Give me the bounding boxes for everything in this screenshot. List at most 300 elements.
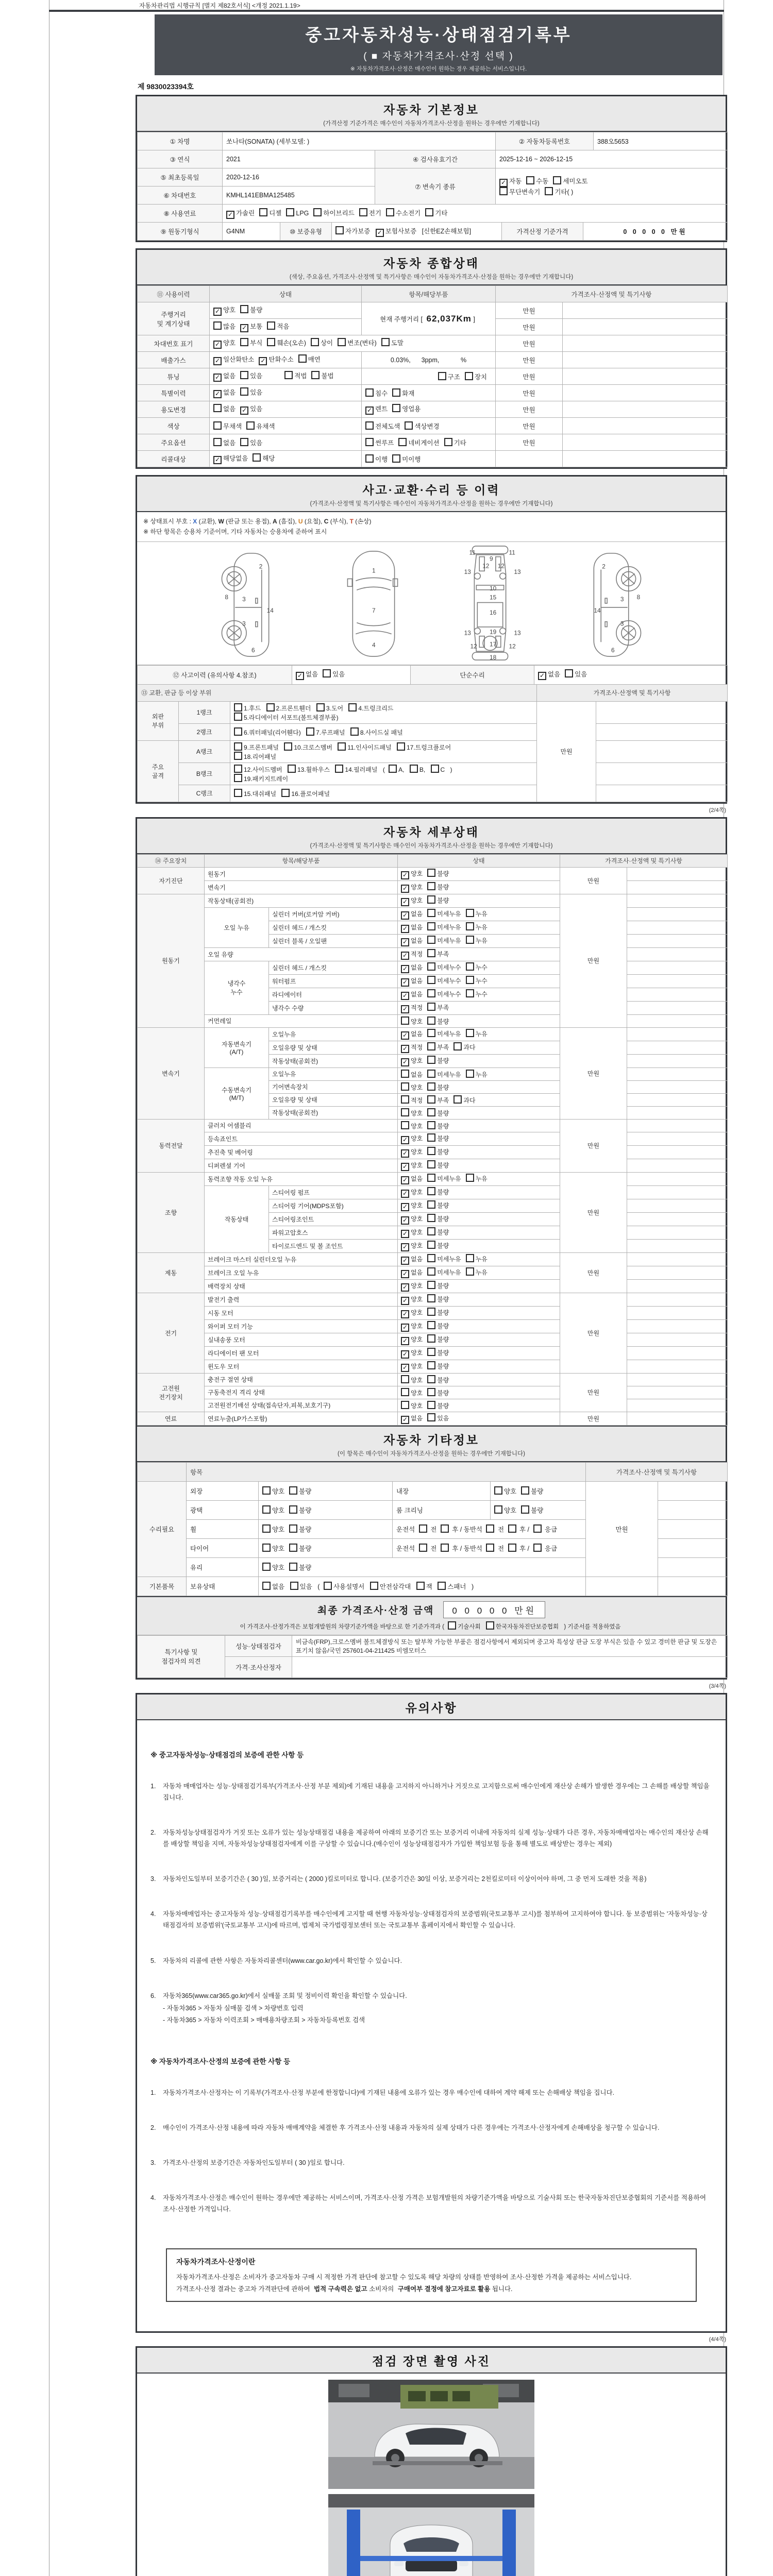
option[interactable]: ✓ 양호: [401, 1229, 423, 1236]
option[interactable]: 썬루프: [365, 439, 394, 447]
option[interactable]: ✓ 양호: [401, 1323, 423, 1330]
option[interactable]: 불법: [311, 372, 333, 380]
checkbox[interactable]: [419, 1544, 427, 1552]
option[interactable]: 과다: [453, 1097, 475, 1104]
checkbox[interactable]: [427, 1375, 435, 1383]
checkbox[interactable]: ✓: [401, 1310, 409, 1318]
option[interactable]: 불량: [427, 1018, 449, 1025]
option[interactable]: 잭: [416, 1583, 432, 1590]
option[interactable]: ✓ 양호: [401, 1189, 423, 1196]
option[interactable]: 불량: [427, 1148, 449, 1156]
checkbox[interactable]: [438, 1582, 446, 1590]
checkbox[interactable]: [365, 421, 374, 430]
checkbox[interactable]: ✓: [376, 229, 384, 237]
option[interactable]: 부족: [427, 1044, 449, 1051]
checkbox[interactable]: [427, 1070, 435, 1078]
checkbox[interactable]: ✓: [401, 1230, 409, 1238]
option[interactable]: 미세누유: [427, 937, 461, 944]
checkbox[interactable]: [438, 372, 446, 380]
option[interactable]: 양호: [401, 1389, 423, 1397]
checkbox[interactable]: [427, 895, 435, 904]
option[interactable]: 12.사이드멤버: [234, 766, 282, 773]
option[interactable]: 안전삼각대: [370, 1583, 411, 1590]
option[interactable]: 불량: [427, 1189, 449, 1196]
checkbox[interactable]: [267, 321, 275, 330]
option[interactable]: 양호: [494, 1488, 516, 1495]
checkbox[interactable]: [262, 1505, 271, 1514]
option[interactable]: ✓ 없음: [213, 389, 236, 396]
checkbox[interactable]: [234, 742, 242, 751]
option[interactable]: ✓ 보통: [240, 323, 262, 330]
option[interactable]: 불량: [427, 1229, 449, 1236]
option[interactable]: 불량: [289, 1526, 311, 1533]
checkbox[interactable]: [316, 703, 325, 711]
option[interactable]: 양호: [401, 1123, 423, 1130]
option[interactable]: 사용설명서: [324, 1583, 364, 1590]
checkbox[interactable]: [427, 1200, 435, 1209]
checkbox[interactable]: [267, 338, 275, 346]
option[interactable]: 불량: [427, 1282, 449, 1290]
checkbox[interactable]: ✓: [401, 1149, 409, 1158]
option[interactable]: 있음: [240, 439, 262, 447]
option[interactable]: 불량: [289, 1545, 311, 1552]
option[interactable]: 양호: [262, 1526, 284, 1533]
checkbox[interactable]: [427, 962, 435, 971]
checkbox[interactable]: [427, 1082, 435, 1091]
checkbox[interactable]: [427, 1147, 435, 1155]
checkbox[interactable]: [324, 1582, 332, 1590]
checkbox[interactable]: [401, 1388, 409, 1396]
checkbox[interactable]: [401, 1082, 409, 1091]
option[interactable]: 10.크로스멤버: [284, 744, 332, 751]
checkbox[interactable]: [335, 765, 343, 773]
option[interactable]: 19.패키지트레이: [234, 775, 288, 783]
checkbox[interactable]: ✓: [401, 1337, 409, 1345]
checkbox[interactable]: [338, 338, 346, 346]
option[interactable]: 미세누유: [427, 1071, 461, 1078]
option[interactable]: 11.인사이드패널: [338, 744, 391, 751]
option[interactable]: 불량: [427, 1389, 449, 1397]
checkbox[interactable]: [240, 371, 248, 379]
checkbox[interactable]: [427, 882, 435, 890]
option[interactable]: ✓ 양호: [401, 1135, 423, 1142]
checkbox[interactable]: [444, 438, 452, 446]
checkbox[interactable]: [234, 752, 242, 760]
checkbox[interactable]: [453, 1042, 462, 1050]
option[interactable]: 9.프론트패널: [234, 744, 279, 751]
option[interactable]: 네비게이션: [398, 439, 439, 447]
checkbox[interactable]: [427, 1308, 435, 1316]
option[interactable]: ✓ 적정: [401, 1004, 423, 1011]
checkbox[interactable]: [499, 187, 508, 195]
option[interactable]: 기타( ): [545, 189, 573, 196]
option[interactable]: 2.프론트휀더: [266, 705, 311, 712]
checkbox[interactable]: [213, 321, 222, 330]
checkbox[interactable]: [453, 1095, 462, 1104]
option[interactable]: 한국자동차진단보증협회: [486, 1624, 559, 1630]
option[interactable]: ✓ 없음: [401, 977, 423, 985]
option[interactable]: 불량: [427, 1123, 449, 1130]
checkbox[interactable]: [389, 765, 397, 773]
option[interactable]: 5.라디에이터 서포트(볼트체결부품): [234, 714, 339, 721]
checkbox[interactable]: ✓: [401, 1203, 409, 1211]
option[interactable]: 불량: [240, 307, 262, 314]
checkbox[interactable]: [262, 1524, 271, 1533]
option[interactable]: ✓ 양호: [401, 897, 423, 904]
checkbox[interactable]: [365, 438, 374, 446]
checkbox[interactable]: [234, 765, 242, 773]
checkbox[interactable]: [323, 669, 331, 677]
checkbox[interactable]: [262, 1582, 271, 1590]
checkbox[interactable]: ✓: [401, 965, 409, 973]
checkbox[interactable]: [427, 1401, 435, 1409]
checkbox[interactable]: [427, 922, 435, 930]
option[interactable]: 1.후드: [234, 705, 261, 712]
checkbox[interactable]: [427, 1214, 435, 1222]
option[interactable]: 불량: [427, 1084, 449, 1091]
checkbox[interactable]: [521, 1505, 529, 1514]
option[interactable]: 부족: [427, 1097, 449, 1104]
option[interactable]: ✓ 자동: [499, 178, 522, 185]
option[interactable]: 누유: [466, 910, 488, 918]
option[interactable]: 누수: [466, 977, 488, 985]
checkbox[interactable]: [466, 1254, 474, 1262]
option[interactable]: 17.트렁크플로어: [397, 744, 451, 751]
checkbox[interactable]: [410, 765, 418, 773]
option[interactable]: ✓ 양호: [401, 1336, 423, 1343]
checkbox[interactable]: [401, 1095, 409, 1104]
checkbox[interactable]: [298, 354, 307, 363]
option[interactable]: ✓ 양호: [213, 307, 236, 314]
option[interactable]: 기술사회: [448, 1624, 480, 1630]
option[interactable]: 있음: [323, 671, 345, 678]
checkbox[interactable]: [427, 1160, 435, 1168]
option[interactable]: 불량: [427, 1363, 449, 1370]
option[interactable]: 미세누유: [427, 1269, 461, 1276]
checkbox[interactable]: [427, 1174, 435, 1182]
checkbox[interactable]: [486, 1544, 494, 1552]
checkbox[interactable]: ✓: [499, 179, 508, 187]
checkbox[interactable]: ✓: [401, 1324, 409, 1332]
checkbox[interactable]: ✓: [213, 357, 222, 365]
checkbox[interactable]: ✓: [240, 324, 248, 332]
checkbox[interactable]: [526, 176, 534, 184]
option[interactable]: ✓ 적정: [401, 1044, 423, 1051]
checkbox[interactable]: [266, 703, 275, 711]
option[interactable]: ✓ 없음: [401, 910, 423, 918]
option[interactable]: 누유: [466, 1030, 488, 1038]
checkbox[interactable]: [419, 1524, 427, 1533]
option[interactable]: 기타: [425, 210, 447, 217]
checkbox[interactable]: [398, 438, 407, 446]
option[interactable]: 4.트렁크리드: [348, 705, 393, 712]
option[interactable]: ✓ 가솔린: [226, 210, 255, 217]
option[interactable]: 미세누수: [427, 991, 461, 998]
option[interactable]: 불량: [289, 1564, 311, 1571]
checkbox[interactable]: [213, 438, 222, 446]
option[interactable]: A,: [389, 766, 404, 773]
checkbox[interactable]: ✓: [401, 1364, 409, 1372]
checkbox[interactable]: [240, 438, 248, 446]
checkbox[interactable]: [213, 421, 222, 430]
checkbox[interactable]: [259, 208, 267, 216]
option[interactable]: 훼손(오손): [267, 340, 306, 347]
option[interactable]: 디젤: [259, 210, 281, 217]
checkbox[interactable]: ✓: [401, 898, 409, 906]
checkbox[interactable]: [234, 774, 242, 782]
checkbox[interactable]: ✓: [401, 1270, 409, 1278]
option[interactable]: 불량: [521, 1507, 543, 1514]
checkbox[interactable]: ✓: [213, 308, 222, 316]
option[interactable]: 유채색: [246, 423, 275, 430]
checkbox[interactable]: [427, 1361, 435, 1369]
option[interactable]: 양호: [494, 1507, 516, 1514]
option[interactable]: 8.사이드실 패널: [350, 729, 403, 736]
checkbox[interactable]: [401, 1375, 409, 1383]
checkbox[interactable]: [392, 388, 400, 397]
checkbox[interactable]: [359, 208, 367, 216]
checkbox[interactable]: ✓: [401, 938, 409, 946]
option[interactable]: 15.대쉬패널: [234, 790, 276, 798]
option[interactable]: ✓ 양호: [401, 1282, 423, 1290]
checkbox[interactable]: [289, 1544, 297, 1552]
option[interactable]: 색상변경: [405, 423, 439, 430]
checkbox[interactable]: [234, 713, 242, 721]
checkbox[interactable]: ✓: [401, 952, 409, 960]
checkbox[interactable]: [365, 454, 374, 463]
checkbox[interactable]: ✓: [401, 978, 409, 987]
checkbox[interactable]: [240, 338, 248, 346]
checkbox[interactable]: [401, 1070, 409, 1078]
checkbox[interactable]: ✓: [226, 211, 234, 219]
option[interactable]: 누유: [466, 1256, 488, 1263]
option[interactable]: 양호: [262, 1545, 284, 1552]
option[interactable]: 양호: [401, 1084, 423, 1091]
option[interactable]: 많음: [213, 323, 236, 330]
checkbox[interactable]: ✓: [365, 406, 374, 415]
option[interactable]: ✓ 일산화탄소: [213, 356, 254, 363]
option[interactable]: B,: [410, 766, 425, 773]
checkbox[interactable]: ✓: [401, 1216, 409, 1225]
option[interactable]: ✓ 없음: [401, 964, 423, 971]
checkbox[interactable]: ✓: [213, 390, 222, 398]
checkbox[interactable]: ✓: [240, 406, 248, 415]
option[interactable]: 있음: [565, 671, 587, 678]
option[interactable]: ✓ 없음: [401, 1415, 423, 1422]
checkbox[interactable]: [392, 454, 400, 463]
option[interactable]: 누수: [466, 991, 488, 998]
checkbox[interactable]: [427, 1042, 435, 1050]
checkbox[interactable]: [386, 208, 394, 216]
checkbox[interactable]: ✓: [401, 1005, 409, 1013]
checkbox[interactable]: [427, 1003, 435, 1011]
checkbox[interactable]: [284, 371, 293, 379]
checkbox[interactable]: ✓: [401, 925, 409, 933]
checkbox[interactable]: [427, 1056, 435, 1064]
checkbox[interactable]: [416, 1582, 425, 1590]
checkbox[interactable]: [240, 305, 248, 313]
checkbox[interactable]: [441, 1544, 449, 1552]
checkbox[interactable]: [427, 1108, 435, 1116]
option[interactable]: 장치: [465, 374, 487, 381]
checkbox[interactable]: [466, 989, 474, 997]
option[interactable]: 적음: [267, 323, 289, 330]
checkbox[interactable]: ✓: [401, 1190, 409, 1198]
checkbox[interactable]: [262, 1544, 271, 1552]
checkbox[interactable]: [427, 1095, 435, 1104]
option[interactable]: 불량: [427, 1057, 449, 1064]
option[interactable]: ✓ 양호: [401, 1309, 423, 1316]
checkbox[interactable]: ✓: [401, 1058, 409, 1066]
checkbox[interactable]: [466, 922, 474, 930]
checkbox[interactable]: [246, 421, 255, 430]
checkbox[interactable]: [401, 1121, 409, 1129]
checkbox[interactable]: [306, 727, 314, 736]
checkbox[interactable]: [289, 1563, 297, 1571]
option[interactable]: 불량: [289, 1488, 311, 1495]
option[interactable]: 불량: [521, 1488, 543, 1495]
checkbox[interactable]: [553, 176, 561, 184]
checkbox[interactable]: [494, 1505, 502, 1514]
option[interactable]: ✓ 탄화수소: [259, 356, 293, 363]
checkbox[interactable]: [545, 187, 553, 195]
option[interactable]: 양호: [262, 1488, 284, 1495]
option[interactable]: 수소전기: [386, 210, 421, 217]
checkbox[interactable]: [234, 727, 242, 736]
checkbox[interactable]: [348, 703, 357, 711]
option[interactable]: 불량: [427, 870, 449, 877]
checkbox[interactable]: [427, 869, 435, 877]
checkbox[interactable]: [508, 1544, 516, 1552]
checkbox[interactable]: [427, 1334, 435, 1343]
option[interactable]: 양호: [401, 1377, 423, 1384]
option[interactable]: 부족: [427, 951, 449, 958]
checkbox[interactable]: [466, 1267, 474, 1276]
option[interactable]: ✓ 없음: [401, 1030, 423, 1038]
option[interactable]: 이행: [365, 456, 388, 463]
option[interactable]: 하이브리드: [313, 210, 354, 217]
option[interactable]: 없음: [213, 405, 236, 413]
checkbox[interactable]: ✓: [401, 992, 409, 1000]
option[interactable]: 무단변속기: [499, 189, 540, 196]
option[interactable]: 부식: [240, 340, 262, 347]
checkbox[interactable]: [338, 742, 346, 751]
option[interactable]: ✓ 양호: [401, 884, 423, 891]
checkbox[interactable]: ✓: [401, 1163, 409, 1171]
option[interactable]: ✓ 양호: [401, 1148, 423, 1156]
option[interactable]: 있음: [290, 1583, 312, 1590]
option[interactable]: ✓ 없음: [213, 372, 236, 380]
checkbox[interactable]: [466, 976, 474, 984]
option[interactable]: 과다: [453, 1044, 475, 1051]
checkbox[interactable]: ✓: [401, 1297, 409, 1305]
option[interactable]: ✓ 없음: [401, 1175, 423, 1182]
checkbox[interactable]: ✓: [213, 341, 222, 349]
checkbox[interactable]: ✓: [401, 1136, 409, 1144]
checkbox[interactable]: [466, 1174, 474, 1182]
checkbox[interactable]: [427, 1121, 435, 1129]
option[interactable]: ✓ 렌트: [365, 405, 388, 413]
checkbox[interactable]: [431, 765, 439, 773]
checkbox[interactable]: [427, 1133, 435, 1142]
checkbox[interactable]: [427, 949, 435, 957]
checkbox[interactable]: [288, 765, 296, 773]
checkbox[interactable]: [289, 1505, 297, 1514]
checkbox[interactable]: [281, 789, 290, 797]
option[interactable]: 도말: [381, 340, 404, 347]
checkbox[interactable]: ✓: [401, 1031, 409, 1040]
option[interactable]: 불량: [289, 1507, 311, 1514]
checkbox[interactable]: ✓: [401, 1045, 409, 1053]
option[interactable]: 기타: [444, 439, 466, 447]
checkbox[interactable]: [427, 1227, 435, 1235]
option[interactable]: ✓ 있음: [240, 405, 262, 413]
option[interactable]: 자가보증: [335, 228, 370, 235]
option[interactable]: 스패너: [438, 1583, 466, 1590]
checkbox[interactable]: [427, 1267, 435, 1276]
checkbox[interactable]: ✓: [401, 911, 409, 920]
option[interactable]: 불량: [427, 1202, 449, 1209]
checkbox[interactable]: [427, 1281, 435, 1289]
option[interactable]: ✓ 양호: [401, 870, 423, 877]
option[interactable]: 불량: [427, 1309, 449, 1316]
checkbox[interactable]: [427, 1029, 435, 1037]
option[interactable]: 18.리어패널: [234, 753, 276, 760]
checkbox[interactable]: [427, 909, 435, 917]
checkbox[interactable]: [253, 453, 261, 462]
option[interactable]: 불량: [427, 1135, 449, 1142]
option[interactable]: 불량: [427, 1402, 449, 1410]
option[interactable]: ✓ 양호: [401, 1242, 423, 1249]
option[interactable]: 7.루프패널: [306, 729, 345, 736]
option[interactable]: 불량: [427, 1162, 449, 1169]
checkbox[interactable]: [405, 421, 413, 430]
option[interactable]: ✓ 없음: [401, 991, 423, 998]
checkbox[interactable]: [213, 404, 222, 412]
option[interactable]: 미세누유: [427, 910, 461, 918]
checkbox[interactable]: [262, 1486, 271, 1495]
checkbox[interactable]: ✓: [213, 456, 222, 464]
checkbox[interactable]: ✓: [401, 871, 409, 879]
option[interactable]: 양호: [401, 1110, 423, 1117]
option[interactable]: ✓ 보험사보증: [376, 228, 416, 235]
checkbox[interactable]: [565, 669, 573, 677]
checkbox[interactable]: ✓: [401, 885, 409, 893]
option[interactable]: ✓ 양호: [401, 1363, 423, 1370]
checkbox[interactable]: [313, 208, 322, 216]
checkbox[interactable]: [486, 1621, 494, 1630]
checkbox[interactable]: ✓: [401, 1283, 409, 1292]
checkbox[interactable]: [533, 1524, 542, 1533]
option[interactable]: 누유: [466, 1269, 488, 1276]
checkbox[interactable]: [290, 1582, 298, 1590]
option[interactable]: ✓ 양호: [213, 340, 236, 347]
option[interactable]: 변조(변타): [338, 340, 377, 347]
option[interactable]: ✓ 없음: [401, 924, 423, 931]
option[interactable]: 13.휠하우스: [288, 766, 330, 773]
checkbox[interactable]: [401, 1401, 409, 1409]
checkbox[interactable]: [448, 1621, 456, 1630]
checkbox[interactable]: [397, 742, 405, 751]
checkbox[interactable]: ✓: [401, 1416, 409, 1424]
option[interactable]: ✓ 양호: [401, 1296, 423, 1303]
option[interactable]: 있음: [427, 1415, 449, 1422]
option[interactable]: 적정: [401, 1097, 423, 1104]
option[interactable]: 불량: [427, 1336, 449, 1343]
checkbox[interactable]: ✓: [401, 1350, 409, 1359]
checkbox[interactable]: [381, 338, 390, 346]
checkbox[interactable]: ✓: [401, 1257, 409, 1265]
